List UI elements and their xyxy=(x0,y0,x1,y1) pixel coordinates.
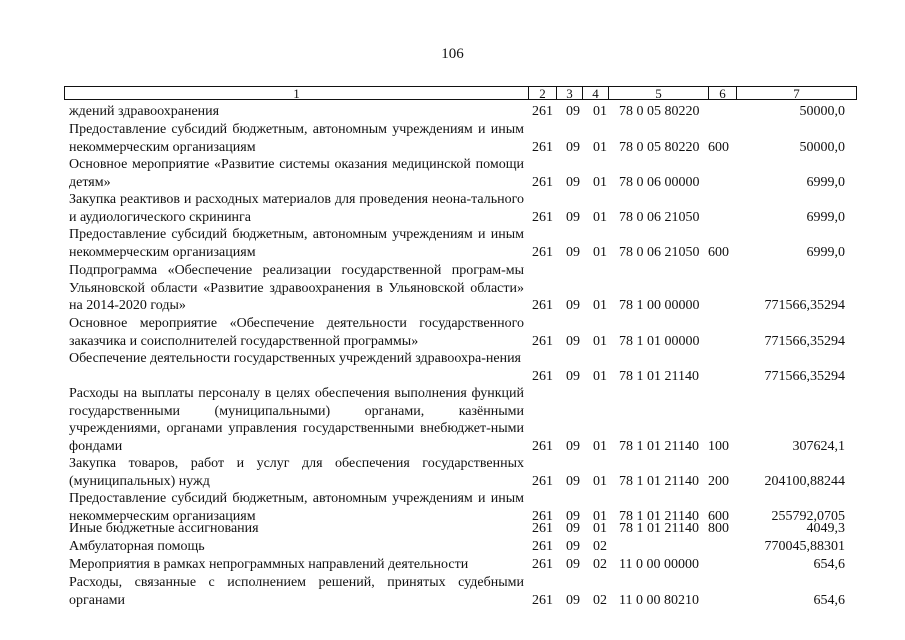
row-description: Предоставление субсидий бюджетным, автономным учреждениям и иным некоммерческим организациям xyxy=(69,122,524,155)
row-col-3: 09 xyxy=(566,368,580,384)
row-col-5: 78 0 06 21050 xyxy=(619,209,700,225)
row-col-3: 09 xyxy=(566,539,580,554)
row-col-7: 6999,0 xyxy=(806,174,845,190)
row-col-3: 09 xyxy=(566,298,580,313)
table-row xyxy=(0,385,905,455)
row-col-2: 261 xyxy=(532,539,553,554)
row-col-2: 261 xyxy=(532,438,553,454)
row-description: Закупка товаров, работ и услуг для обеспечения государственных (муниципальных) нужд xyxy=(69,456,524,489)
row-col-5: 78 0 05 80220 xyxy=(619,139,700,155)
row-col-4: 01 xyxy=(593,508,607,524)
row-col-4: 01 xyxy=(593,298,607,313)
row-col-5: 11 0 00 00000 xyxy=(619,557,699,572)
row-col-3: 09 xyxy=(566,508,580,524)
table-row xyxy=(0,315,905,350)
row-col-5: 78 1 01 21140 xyxy=(619,508,699,524)
row-col-7: 770045,88301 xyxy=(764,539,845,554)
row-col-6: 600 xyxy=(708,508,729,524)
row-description: ждений здравоохранения xyxy=(69,104,220,119)
row-description: Мероприятия в рамках непрограммных направлений деятельности xyxy=(69,557,469,572)
row-col-5: 78 1 00 00000 xyxy=(619,298,700,313)
row-col-3: 09 xyxy=(566,139,580,155)
row-col-5: 78 0 06 21050 xyxy=(619,244,700,260)
table-row xyxy=(0,191,905,226)
row-col-6: 600 xyxy=(708,244,729,260)
row-description: Иные бюджетные ассигнования xyxy=(69,521,259,536)
row-col-4: 02 xyxy=(593,592,607,608)
header-col-4: 4 xyxy=(582,86,609,100)
row-col-2: 261 xyxy=(532,557,553,572)
table-row xyxy=(0,455,905,490)
row-col-4: 01 xyxy=(593,209,607,225)
header-col-2: 2 xyxy=(528,86,557,100)
row-col-5: 78 0 06 00000 xyxy=(619,174,700,190)
row-col-7: 654,6 xyxy=(813,592,845,608)
row-col-5: 78 1 01 21140 xyxy=(619,368,699,384)
row-col-3: 09 xyxy=(566,174,580,190)
row-col-4: 01 xyxy=(593,521,607,536)
row-col-7: 50000,0 xyxy=(799,104,845,119)
row-col-7: 6999,0 xyxy=(806,209,845,225)
row-col-3: 09 xyxy=(566,104,580,119)
row-col-7: 307624,1 xyxy=(792,438,845,454)
row-col-2: 261 xyxy=(532,298,553,313)
row-col-4: 01 xyxy=(593,368,607,384)
row-col-5: 11 0 00 80210 xyxy=(619,592,699,608)
row-col-5: 78 1 01 21140 xyxy=(619,521,699,536)
row-description: Подпрограмма «Обеспечение реализации государственной програм-мы Ульяновской области «Развитие здравоохранения в Ульяновской области» на 2014-2020 годы» xyxy=(69,263,524,313)
row-col-4: 01 xyxy=(593,473,607,489)
row-col-2: 261 xyxy=(532,174,553,190)
row-col-4: 01 xyxy=(593,244,607,260)
row-col-2: 261 xyxy=(532,508,553,524)
row-col-7: 204100,88244 xyxy=(764,473,845,489)
row-col-6: 600 xyxy=(708,139,729,155)
row-col-2: 261 xyxy=(532,368,553,384)
table-row xyxy=(0,121,905,156)
row-col-6: 800 xyxy=(708,521,729,536)
table-row xyxy=(0,520,905,538)
header-col-5: 5 xyxy=(608,86,709,100)
row-col-6: 200 xyxy=(708,473,729,489)
row-col-3: 09 xyxy=(566,557,580,572)
row-col-3: 09 xyxy=(566,209,580,225)
row-col-7: 771566,35294 xyxy=(764,298,845,313)
row-col-3: 09 xyxy=(566,438,580,454)
header-col-6: 6 xyxy=(708,86,737,100)
header-col-7: 7 xyxy=(736,86,857,100)
row-col-5: 78 1 01 00000 xyxy=(619,333,700,349)
table-row xyxy=(0,156,905,191)
table-row xyxy=(0,103,905,121)
row-col-6: 100 xyxy=(708,438,729,454)
row-col-4: 01 xyxy=(593,139,607,155)
row-col-5: 78 1 01 21140 xyxy=(619,438,699,454)
row-col-7: 6999,0 xyxy=(806,244,845,260)
row-col-3: 09 xyxy=(566,473,580,489)
table-row xyxy=(0,226,905,261)
row-col-4: 01 xyxy=(593,438,607,454)
row-col-7: 50000,0 xyxy=(799,139,845,155)
page-number: 106 xyxy=(441,46,464,62)
row-col-7: 4049,3 xyxy=(806,521,845,536)
row-col-3: 09 xyxy=(566,333,580,349)
header-col-3: 3 xyxy=(556,86,583,100)
row-col-4: 01 xyxy=(593,104,607,119)
row-col-2: 261 xyxy=(532,244,553,260)
row-description: Основное мероприятие «Обеспечение деятельности государственного заказчика и соисполнителей государственной программы» xyxy=(69,316,524,349)
row-description: Закупка реактивов и расходных материалов для проведения неона-тального и аудиологического скрининга xyxy=(69,192,524,225)
row-col-2: 261 xyxy=(532,333,553,349)
row-col-3: 09 xyxy=(566,592,580,608)
row-col-2: 261 xyxy=(532,521,553,536)
row-description: Амбулаторная помощь xyxy=(69,539,205,554)
row-col-4: 01 xyxy=(593,174,607,190)
row-description: Расходы, связанные с исполнением решений, принятых судебными органами xyxy=(69,575,524,608)
row-col-2: 261 xyxy=(532,139,553,155)
row-col-5: 78 1 01 21140 xyxy=(619,473,699,489)
row-description: Обеспечение деятельности государственных учреждений здравоохра-нения xyxy=(69,351,521,366)
row-col-2: 261 xyxy=(532,592,553,608)
row-col-7: 654,6 xyxy=(813,557,845,572)
row-col-3: 09 xyxy=(566,521,580,536)
row-description: Основное мероприятие «Развитие системы оказания медицинской помощи детям» xyxy=(69,157,524,190)
table-row xyxy=(0,262,905,315)
row-col-4: 02 xyxy=(593,539,607,554)
row-description: Предоставление субсидий бюджетным, автономным учреждениям и иным некоммерческим организациям xyxy=(69,227,524,260)
row-col-7: 255792,0705 xyxy=(771,508,845,524)
row-col-5: 78 0 05 80220 xyxy=(619,104,700,119)
row-col-2: 261 xyxy=(532,473,553,489)
row-col-7: 771566,35294 xyxy=(764,368,845,384)
table-row xyxy=(0,350,905,385)
table-row xyxy=(0,574,905,609)
row-col-7: 771566,35294 xyxy=(764,333,845,349)
row-description: Расходы на выплаты персоналу в целях обеспечения выполнения функций государственными (муниципальными) органами, казёнными учреждениями, органами управления государственными внебюджет-ными фондами xyxy=(69,386,524,454)
row-col-2: 261 xyxy=(532,104,553,119)
row-col-4: 02 xyxy=(593,557,607,572)
table-row xyxy=(0,538,905,556)
row-col-3: 09 xyxy=(566,244,580,260)
row-col-4: 01 xyxy=(593,333,607,349)
row-description: Предоставление субсидий бюджетным, автономным учреждениям и иным некоммерческим организациям xyxy=(69,491,524,524)
row-col-2: 261 xyxy=(532,209,553,225)
header-col-1: 1 xyxy=(64,86,529,100)
table-row xyxy=(0,556,905,574)
